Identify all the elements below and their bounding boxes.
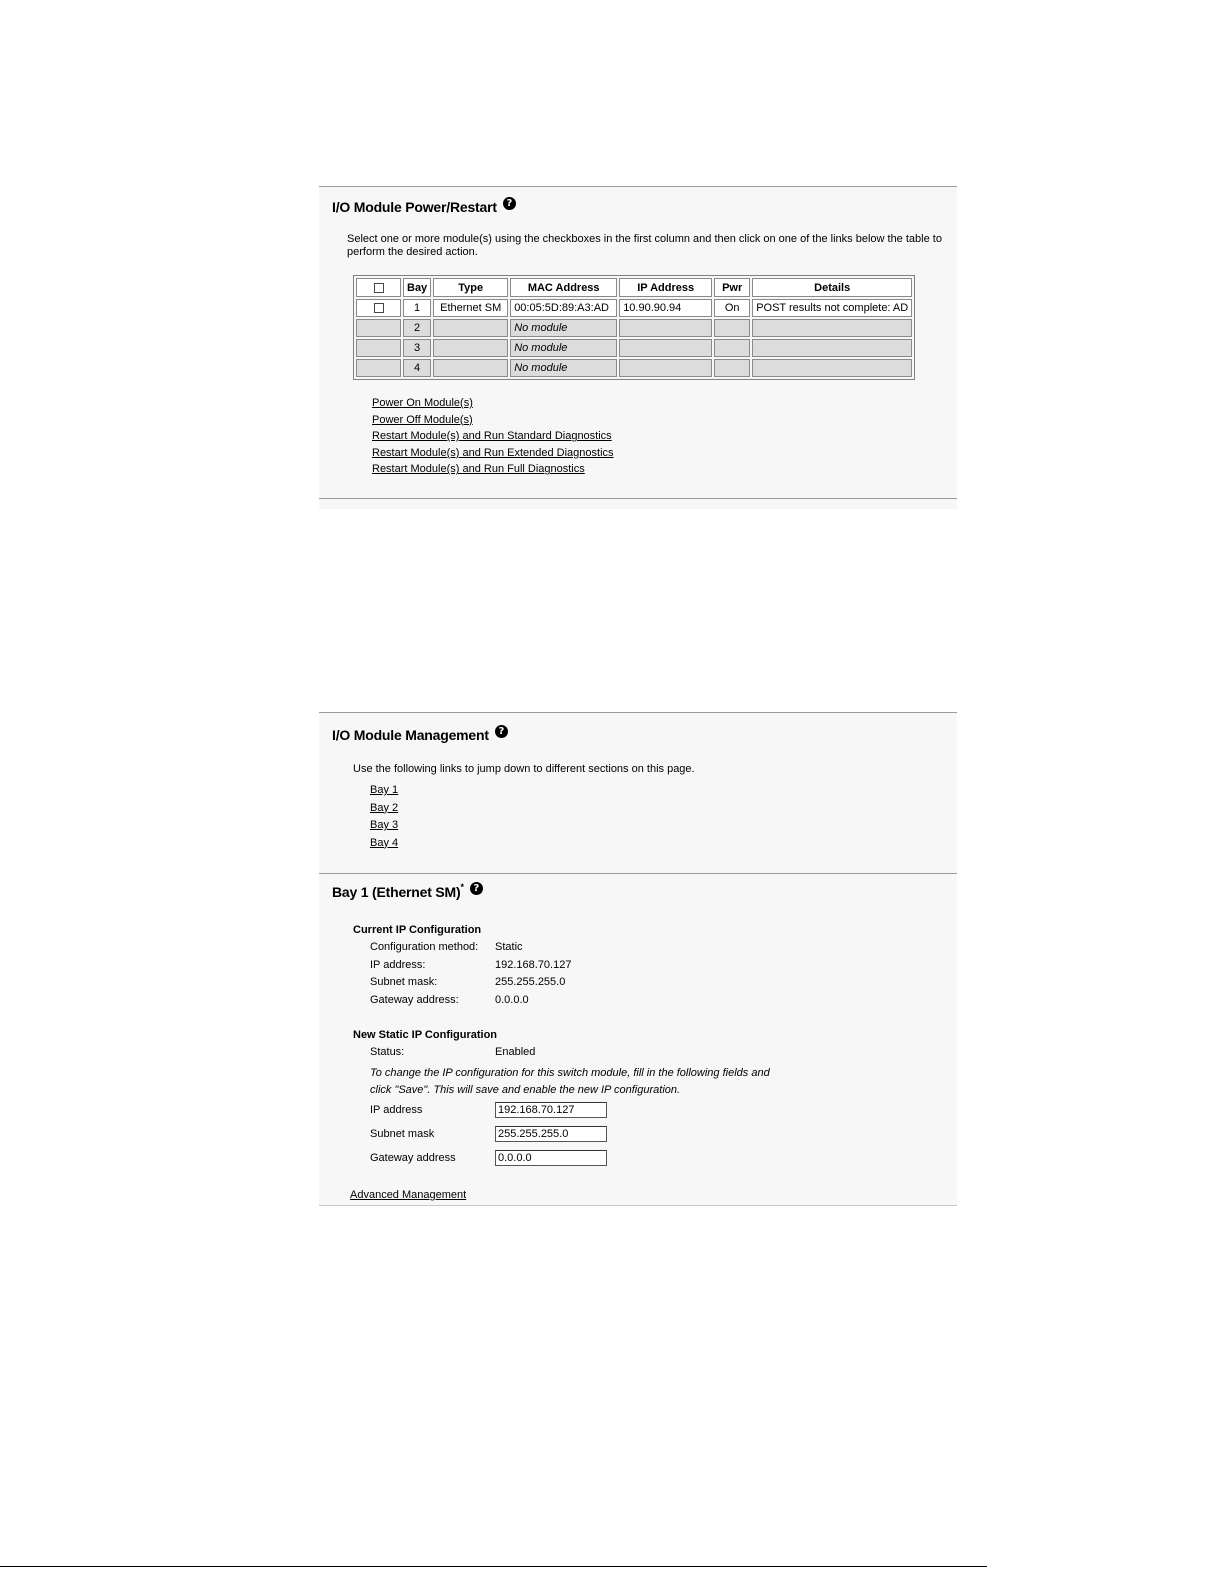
column-header-mac: MAC Address: [510, 278, 617, 297]
action-links: [372, 395, 614, 478]
power-restart-panel: [319, 186, 957, 509]
config-method-value: Static: [495, 941, 523, 953]
cell-pwr: On: [714, 299, 750, 317]
cell-type: [433, 359, 508, 377]
gateway-address-input[interactable]: [495, 1150, 607, 1166]
cell-ip: [619, 339, 712, 357]
management-panel: [319, 712, 957, 1206]
column-header-details: Details: [752, 278, 912, 297]
cell-details: [752, 319, 912, 337]
new-static-ip-heading: New Static IP Configuration: [353, 1029, 498, 1041]
cell-mac: No module: [510, 359, 617, 377]
cell-type: [433, 319, 508, 337]
row-checkbox[interactable]: [374, 303, 384, 313]
cell-mac: No module: [510, 339, 617, 357]
cell-mac: 00:05:5D:89:A3:AD: [510, 299, 617, 317]
cell-pwr: [714, 339, 750, 357]
restart-standard-diagnostics-link[interactable]: Restart Module(s) and Run Standard Diagnostics: [372, 430, 612, 443]
power-off-link[interactable]: Power Off Module(s): [372, 413, 473, 426]
current-gateway-value: 0.0.0.0: [495, 993, 529, 1006]
column-header-pwr: Pwr: [714, 278, 750, 297]
cell-pwr: [714, 319, 750, 337]
new-static-status: Status: Enabled: [370, 1044, 535, 1062]
cell-ip: 10.90.90.94: [619, 299, 712, 317]
column-header-type: Type: [433, 278, 508, 297]
cell-type: Ethernet SM: [433, 299, 508, 317]
bay-link-2[interactable]: Bay 2: [370, 801, 399, 814]
gateway-address-row: Gateway address 0.0.0.0: [370, 1150, 607, 1166]
cell-details: [752, 359, 912, 377]
current-ip-heading: Current IP Configuration: [353, 924, 482, 936]
cell-ip: [619, 319, 712, 337]
current-ip-config: Configuration method: Static IP address: 192.168.70.127 Subnet mask: 255.255.255.0 Gateway address: 0.0.0.0: [370, 939, 571, 1009]
select-all-header[interactable]: [356, 278, 401, 297]
cell-details: [752, 339, 912, 357]
table-row: [356, 299, 912, 317]
subnet-mask-row: Subnet mask 255.255.255.0: [370, 1126, 607, 1142]
table-row: [356, 319, 912, 337]
cell-details: POST results not complete: AD: [752, 299, 912, 317]
restart-extended-diagnostics-link[interactable]: Restart Module(s) and Run Extended Diagnostics: [372, 446, 614, 459]
bay-links: [370, 782, 398, 852]
status-value: Enabled: [495, 1046, 536, 1058]
table-row: [356, 339, 912, 357]
help-icon[interactable]: ?: [495, 725, 508, 738]
subnet-mask-input[interactable]: [495, 1126, 607, 1142]
cell-type: [433, 339, 508, 357]
management-title: I/O Module Management ?: [332, 727, 508, 743]
bay-section-title: Bay 1 (Ethernet SM)* ?: [332, 884, 483, 900]
module-table: [353, 275, 915, 380]
ip-address-row: IP address 192.168.70.127: [370, 1102, 607, 1118]
cell-bay: 2: [403, 319, 431, 337]
column-header-ip: IP Address: [619, 278, 712, 297]
table-row: [356, 359, 912, 377]
current-mask-value: 255.255.255.0: [495, 976, 566, 988]
bay-link-4[interactable]: Bay 4: [370, 836, 399, 849]
cell-bay: 4: [403, 359, 431, 377]
ip-address-input[interactable]: [495, 1102, 607, 1118]
column-header-bay: Bay: [403, 278, 431, 297]
bay-link-3[interactable]: Bay 3: [370, 819, 399, 831]
power-restart-title: I/O Module Power/Restart ?: [332, 199, 516, 215]
restart-full-diagnostics-link[interactable]: Restart Module(s) and Run Full Diagnostics: [372, 463, 585, 476]
select-all-checkbox[interactable]: [374, 283, 384, 293]
current-ip-value: 192.168.70.127: [495, 958, 572, 971]
divider: [319, 873, 957, 874]
power-on-link[interactable]: Power On Module(s): [372, 397, 473, 409]
bay-link-1[interactable]: Bay 1: [370, 784, 399, 796]
help-icon[interactable]: ?: [503, 197, 516, 210]
cell-bay: 3: [403, 339, 431, 357]
cell-mac: No module: [510, 319, 617, 337]
management-intro: Use the following links to jump down to different sections on this page.: [353, 763, 695, 775]
table-header-row: [356, 278, 912, 297]
divider: [319, 498, 957, 499]
help-icon[interactable]: ?: [470, 882, 483, 895]
advanced-management-link[interactable]: Advanced Management: [350, 1189, 467, 1201]
power-restart-description: Select one or more module(s) using the checkboxes in the first column and then click on one of the links below the table to perform the desired action.: [347, 233, 942, 258]
cell-ip: [619, 359, 712, 377]
page-footer-rule: [0, 1566, 987, 1567]
cell-bay: 1: [403, 299, 431, 317]
cell-pwr: [714, 359, 750, 377]
ip-change-note: To change the IP configuration for this switch module, fill in the following fields and click "Save". This will save and enable the new IP configuration.: [370, 1067, 770, 1096]
